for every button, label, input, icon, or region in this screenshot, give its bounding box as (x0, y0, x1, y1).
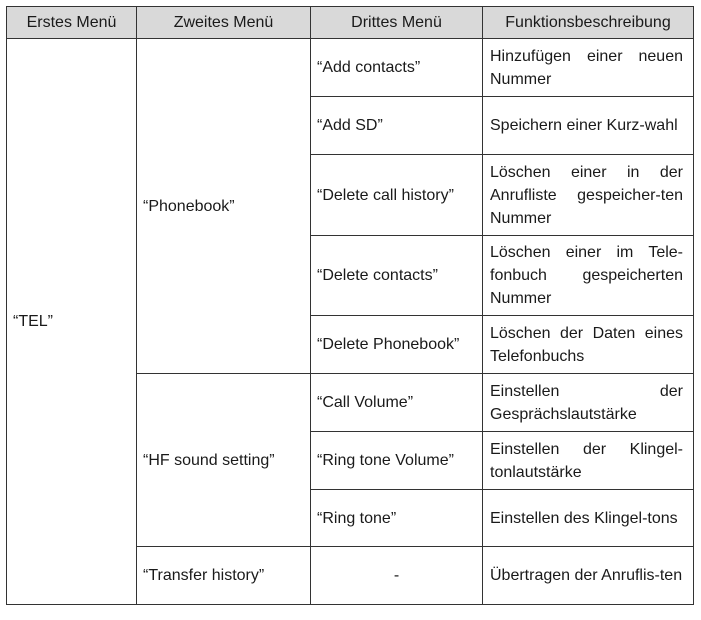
description-cell: Einstellen des Klingel-tons (483, 490, 694, 547)
third-menu-cell: “Delete call history” (311, 155, 483, 236)
description-cell: Hinzufügen einer neuen Nummer (483, 39, 694, 97)
description-cell: Löschen einer in der Anrufliste gespeicher-ten Nummer (483, 155, 694, 236)
third-menu-cell: “Call Volume” (311, 374, 483, 432)
description-cell: Einstellen der Gesprächslautstärke (483, 374, 694, 432)
first-menu-tel: “TEL” (7, 39, 137, 605)
table-row (7, 39, 694, 97)
second-menu-transfer-history: “Transfer history” (137, 547, 311, 605)
description-cell: Speichern einer Kurz-wahl (483, 97, 694, 155)
third-menu-cell: “Ring tone Volume” (311, 432, 483, 490)
header-first-menu: Erstes Menü (7, 7, 137, 39)
second-menu-phonebook: “Phonebook” (137, 39, 311, 374)
menu-function-table (6, 6, 694, 605)
third-menu-cell: “Delete contacts” (311, 236, 483, 316)
third-menu-cell: “Delete Phonebook” (311, 316, 483, 374)
description-cell: Löschen der Daten eines Telefonbuchs (483, 316, 694, 374)
third-menu-cell-empty: - (311, 547, 483, 605)
header-third-menu: Drittes Menü (311, 7, 483, 39)
third-menu-cell: “Ring tone” (311, 490, 483, 547)
table-header-row (7, 7, 694, 39)
third-menu-cell: “Add SD” (311, 97, 483, 155)
description-cell: Übertragen der Anruflis-ten (483, 547, 694, 605)
description-cell: Löschen einer im Tele-fonbuch gespeicherten Nummer (483, 236, 694, 316)
header-function-description: Funktionsbeschreibung (483, 7, 694, 39)
third-menu-cell: “Add contacts” (311, 39, 483, 97)
second-menu-hf-sound-setting: “HF sound setting” (137, 374, 311, 547)
header-second-menu: Zweites Menü (137, 7, 311, 39)
description-cell: Einstellen der Klingel-tonlautstärke (483, 432, 694, 490)
